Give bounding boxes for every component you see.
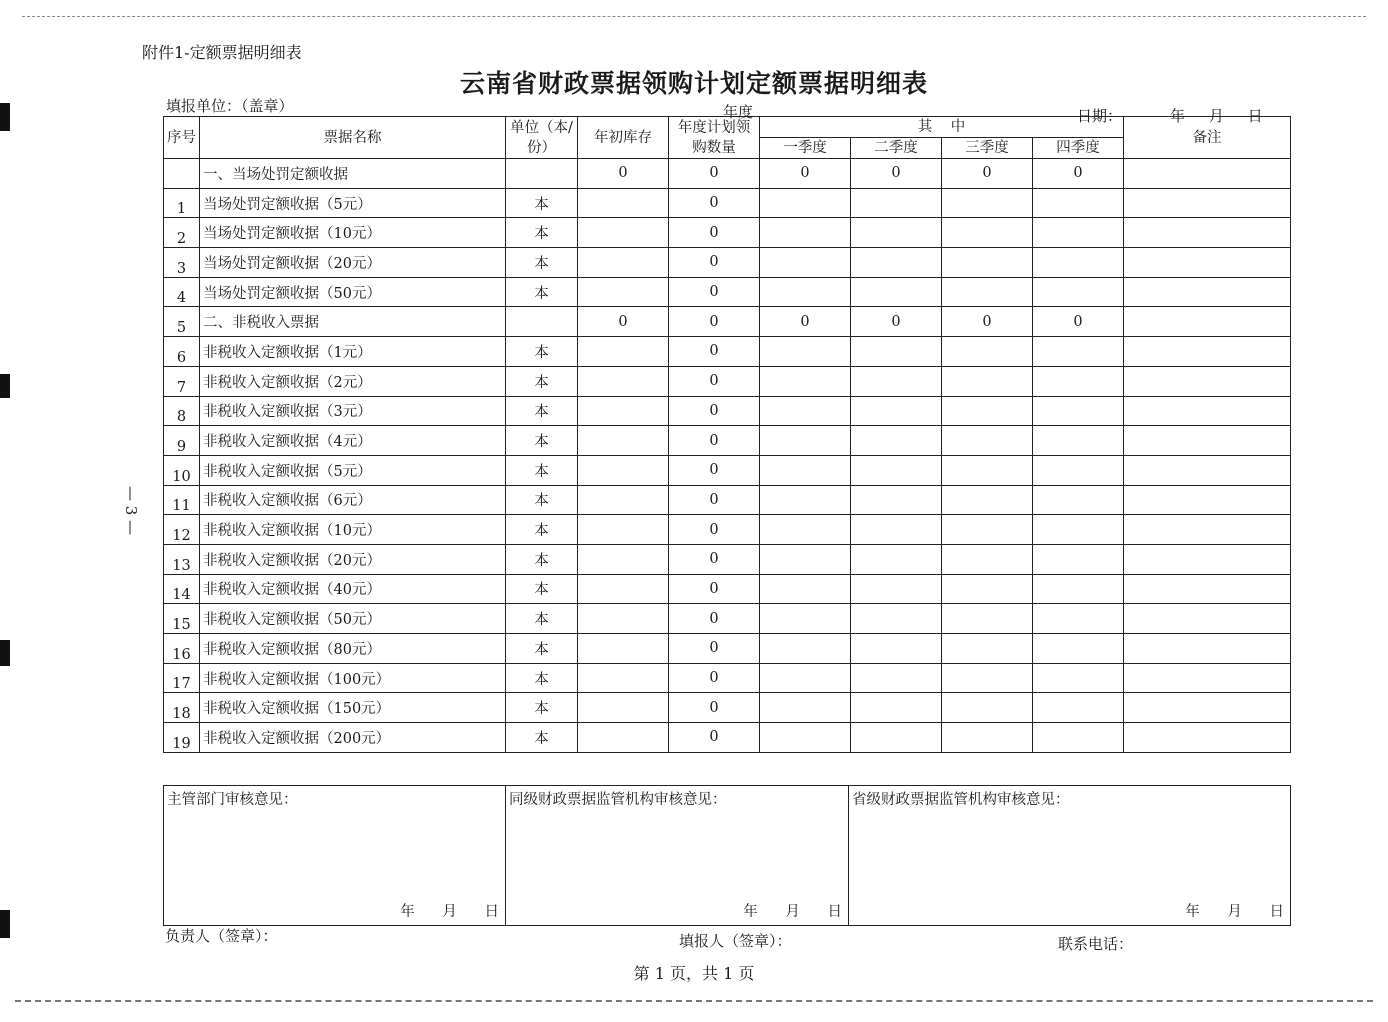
col-opening-stock: 年初库存 [578, 117, 669, 159]
cell-q3 [942, 723, 1033, 753]
table-row [164, 544, 1291, 574]
cell-q2 [851, 366, 942, 396]
cell-name: 非税收入定额收据（50元） [200, 604, 506, 634]
table-row [164, 366, 1291, 396]
cell-q3 [942, 634, 1033, 664]
cell-plan: 0 [669, 574, 760, 604]
col-annual-plan: 年度计划领购数量 [669, 117, 760, 159]
cell-q1 [760, 604, 851, 634]
cell-name: 非税收入定额收据（40元） [200, 574, 506, 604]
cell-q1 [760, 723, 851, 753]
cell-opening [578, 455, 669, 485]
cell-seq: 11 [164, 485, 200, 515]
cell-q3 [942, 574, 1033, 604]
cell-q1: 0 [760, 307, 851, 337]
cell-remark [1124, 218, 1291, 248]
cell-unit: 本 [506, 396, 578, 426]
cell-unit [506, 159, 578, 189]
cell-q2 [851, 337, 942, 367]
cell-q2 [851, 634, 942, 664]
cell-seq: 8 [164, 396, 200, 426]
cell-seq: 5 [164, 307, 200, 337]
cell-name: 非税收入定额收据（10元） [200, 515, 506, 545]
cell-name: 非税收入定额收据（6元） [200, 485, 506, 515]
cell-q4 [1033, 574, 1124, 604]
date-label: 日期： [1077, 107, 1123, 125]
cell-seq: 3 [164, 248, 200, 278]
cell-unit: 本 [506, 426, 578, 456]
page-number: 第 1 页，共 1 页 [633, 964, 755, 983]
cell-unit: 本 [506, 277, 578, 307]
cell-q1: 0 [760, 159, 851, 189]
cell-q2 [851, 723, 942, 753]
cell-q4 [1033, 396, 1124, 426]
cell-remark [1124, 634, 1291, 664]
cell-seq: 19 [164, 723, 200, 753]
cell-q3 [942, 515, 1033, 545]
binding-mark [0, 910, 10, 938]
col-q1: 一季度 [760, 138, 851, 159]
table-row [164, 337, 1291, 367]
cell-remark [1124, 159, 1291, 189]
table-row [164, 693, 1291, 723]
cell-q3 [942, 218, 1033, 248]
cell-plan: 0 [669, 663, 760, 693]
cell-unit: 本 [506, 574, 578, 604]
col-q2: 二季度 [851, 138, 942, 159]
cell-q3 [942, 455, 1033, 485]
cell-q2 [851, 396, 942, 426]
cell-seq: 6 [164, 337, 200, 367]
cell-q2 [851, 248, 942, 278]
cell-opening [578, 693, 669, 723]
cell-q4 [1033, 693, 1124, 723]
cell-remark [1124, 723, 1291, 753]
binding-mark [0, 103, 10, 131]
col-q4: 四季度 [1033, 138, 1124, 159]
cell-unit: 本 [506, 366, 578, 396]
responsible-signature: 负责人（签章）： [165, 927, 278, 945]
cell-q2 [851, 218, 942, 248]
cell-name: 非税收入定额收据（4元） [200, 426, 506, 456]
cell-plan: 0 [669, 307, 760, 337]
cell-unit: 本 [506, 248, 578, 278]
cell-plan: 0 [669, 723, 760, 753]
cell-remark [1124, 515, 1291, 545]
cell-q4 [1033, 455, 1124, 485]
cell-plan: 0 [669, 248, 760, 278]
cell-q1 [760, 337, 851, 367]
cell-name: 当场处罚定额收据（20元） [200, 248, 506, 278]
cell-q1 [760, 455, 851, 485]
table-row [164, 248, 1291, 278]
cell-q3 [942, 366, 1033, 396]
cell-q3 [942, 485, 1033, 515]
cell-opening [578, 663, 669, 693]
cell-remark [1124, 426, 1291, 456]
cell-q4: 0 [1033, 159, 1124, 189]
cell-plan: 0 [669, 426, 760, 456]
cell-plan: 0 [669, 604, 760, 634]
table-row [164, 218, 1291, 248]
cell-name: 非税收入定额收据（80元） [200, 634, 506, 664]
cell-seq: 2 [164, 218, 200, 248]
dept-approval-box[interactable] [164, 786, 506, 926]
cell-q4 [1033, 188, 1124, 218]
dept-approval-label: 主管部门审核意见： [167, 792, 298, 808]
cell-q2 [851, 277, 942, 307]
col-unit: 单位（本/份） [506, 117, 578, 159]
cell-unit [506, 307, 578, 337]
table-row [164, 485, 1291, 515]
cell-q1 [760, 366, 851, 396]
cell-seq: 1 [164, 188, 200, 218]
binding-mark [0, 374, 10, 398]
table-row [164, 455, 1291, 485]
cell-q4 [1033, 663, 1124, 693]
cell-q4 [1033, 277, 1124, 307]
cell-q1 [760, 218, 851, 248]
cell-remark [1124, 604, 1291, 634]
table-row [164, 663, 1291, 693]
cell-opening [578, 426, 669, 456]
cell-name: 非税收入定额收据（20元） [200, 544, 506, 574]
table-row [164, 307, 1291, 337]
cell-plan: 0 [669, 693, 760, 723]
year-label: 年度 [723, 103, 754, 121]
cell-opening: 0 [578, 307, 669, 337]
cell-seq: 17 [164, 663, 200, 693]
cell-opening [578, 248, 669, 278]
cell-unit: 本 [506, 218, 578, 248]
cell-q1 [760, 574, 851, 604]
cell-opening [578, 337, 669, 367]
provincial-approval-label: 省级财政票据监管机构审核意见： [852, 792, 1070, 808]
cell-unit: 本 [506, 337, 578, 367]
cell-name: 非税收入定额收据（3元） [200, 396, 506, 426]
cell-plan: 0 [669, 337, 760, 367]
cell-plan: 0 [669, 159, 760, 189]
table-row [164, 634, 1291, 664]
receipt-detail-table [163, 116, 1291, 753]
cell-opening: 0 [578, 159, 669, 189]
cell-seq: 13 [164, 544, 200, 574]
cell-q2 [851, 574, 942, 604]
col-name: 票据名称 [200, 117, 506, 159]
cell-opening [578, 604, 669, 634]
cell-plan: 0 [669, 485, 760, 515]
cell-opening [578, 396, 669, 426]
cell-q4: 0 [1033, 307, 1124, 337]
contact-phone: 联系电话： [1058, 935, 1134, 953]
cell-name: 一、当场处罚定额收据 [200, 159, 506, 189]
cell-q4 [1033, 485, 1124, 515]
cell-remark [1124, 455, 1291, 485]
cell-q3 [942, 426, 1033, 456]
cell-q2 [851, 544, 942, 574]
cell-seq: 4 [164, 277, 200, 307]
cell-remark [1124, 396, 1291, 426]
same-level-approval-date: 年 月 日 [743, 904, 842, 920]
dept-approval-date: 年 月 日 [400, 904, 499, 920]
cell-q4 [1033, 248, 1124, 278]
side-page-number: — 3 — [122, 486, 140, 536]
cell-opening [578, 188, 669, 218]
cell-plan: 0 [669, 188, 760, 218]
cell-seq: 15 [164, 604, 200, 634]
cell-q4 [1033, 515, 1124, 545]
cell-q1 [760, 426, 851, 456]
table-row [164, 574, 1291, 604]
filler-unit-label: 填报单位：（盖章） [166, 97, 294, 115]
cell-q3 [942, 663, 1033, 693]
cell-plan: 0 [669, 455, 760, 485]
cell-unit: 本 [506, 485, 578, 515]
cell-q1 [760, 634, 851, 664]
cell-remark [1124, 693, 1291, 723]
cell-unit: 本 [506, 515, 578, 545]
cell-opening [578, 277, 669, 307]
cell-q1 [760, 515, 851, 545]
cell-remark [1124, 574, 1291, 604]
cell-unit: 本 [506, 604, 578, 634]
date-fields: 年 月 日 [1170, 107, 1263, 125]
cell-opening [578, 634, 669, 664]
cell-seq: 9 [164, 426, 200, 456]
cell-remark [1124, 337, 1291, 367]
cell-q2 [851, 485, 942, 515]
cell-q2 [851, 693, 942, 723]
cell-seq: 10 [164, 455, 200, 485]
cell-remark [1124, 277, 1291, 307]
cell-remark [1124, 188, 1291, 218]
cell-q2 [851, 188, 942, 218]
table-row [164, 188, 1291, 218]
cell-remark [1124, 307, 1291, 337]
cell-q3 [942, 544, 1033, 574]
cell-q3 [942, 277, 1033, 307]
cell-remark [1124, 544, 1291, 574]
binding-mark [0, 640, 10, 666]
cell-remark [1124, 366, 1291, 396]
cell-remark [1124, 663, 1291, 693]
cell-plan: 0 [669, 218, 760, 248]
cell-unit: 本 [506, 723, 578, 753]
cell-q3 [942, 693, 1033, 723]
cell-opening [578, 544, 669, 574]
scan-bottom-edge [15, 1000, 1373, 1002]
cell-seq: 16 [164, 634, 200, 664]
col-q3: 三季度 [942, 138, 1033, 159]
cell-opening [578, 723, 669, 753]
provincial-approval-date: 年 月 日 [1185, 904, 1284, 920]
cell-q1 [760, 693, 851, 723]
cell-q2 [851, 663, 942, 693]
cell-q2 [851, 604, 942, 634]
cell-plan: 0 [669, 634, 760, 664]
cell-q2: 0 [851, 307, 942, 337]
approval-section [163, 785, 1291, 926]
cell-q1 [760, 544, 851, 574]
cell-plan: 0 [669, 515, 760, 545]
table-row [164, 159, 1291, 189]
cell-name: 当场处罚定额收据（10元） [200, 218, 506, 248]
cell-q4 [1033, 544, 1124, 574]
cell-unit: 本 [506, 188, 578, 218]
cell-plan: 0 [669, 366, 760, 396]
cell-name: 二、非税收入票据 [200, 307, 506, 337]
provincial-approval-box[interactable] [849, 786, 1291, 926]
cell-q3: 0 [942, 307, 1033, 337]
cell-opening [578, 515, 669, 545]
cell-unit: 本 [506, 455, 578, 485]
same-level-approval-label: 同级财政票据监管机构审核意见： [509, 792, 727, 808]
cell-q4 [1033, 634, 1124, 664]
cell-q1 [760, 396, 851, 426]
page-title: 云南省财政票据领购计划定额票据明细表 [459, 69, 928, 98]
table-row [164, 723, 1291, 753]
cell-plan: 0 [669, 396, 760, 426]
cell-seq: 18 [164, 693, 200, 723]
same-level-approval-box[interactable] [506, 786, 849, 926]
cell-q4 [1033, 604, 1124, 634]
cell-remark [1124, 248, 1291, 278]
cell-q1 [760, 277, 851, 307]
cell-remark [1124, 485, 1291, 515]
cell-plan: 0 [669, 277, 760, 307]
cell-q3 [942, 604, 1033, 634]
cell-q2 [851, 515, 942, 545]
cell-name: 非税收入定额收据（5元） [200, 455, 506, 485]
col-of-which: 其 中 [760, 117, 1124, 138]
table-row [164, 277, 1291, 307]
cell-q3 [942, 248, 1033, 278]
cell-q4 [1033, 426, 1124, 456]
filler-signature: 填报人（签章）： [679, 932, 792, 950]
cell-q4 [1033, 337, 1124, 367]
cell-q1 [760, 485, 851, 515]
cell-name: 当场处罚定额收据（50元） [200, 277, 506, 307]
cell-name: 非税收入定额收据（150元） [200, 693, 506, 723]
cell-q3 [942, 188, 1033, 218]
cell-unit: 本 [506, 544, 578, 574]
attachment-label: 附件1-定额票据明细表 [142, 43, 302, 62]
cell-name: 非税收入定额收据（2元） [200, 366, 506, 396]
cell-opening [578, 574, 669, 604]
cell-q4 [1033, 218, 1124, 248]
cell-seq: 7 [164, 366, 200, 396]
cell-unit: 本 [506, 634, 578, 664]
col-seq: 序号 [164, 117, 200, 159]
cell-q2 [851, 426, 942, 456]
cell-seq: 12 [164, 515, 200, 545]
cell-q3 [942, 396, 1033, 426]
cell-unit: 本 [506, 693, 578, 723]
cell-opening [578, 218, 669, 248]
col-remark: 备注 [1124, 117, 1291, 159]
cell-name: 非税收入定额收据（200元） [200, 723, 506, 753]
cell-seq: 14 [164, 574, 200, 604]
cell-name: 非税收入定额收据（1元） [200, 337, 506, 367]
cell-q2: 0 [851, 159, 942, 189]
cell-q1 [760, 663, 851, 693]
cell-plan: 0 [669, 544, 760, 574]
cell-q4 [1033, 366, 1124, 396]
cell-q3 [942, 337, 1033, 367]
cell-q4 [1033, 723, 1124, 753]
cell-name: 当场处罚定额收据（5元） [200, 188, 506, 218]
cell-q1 [760, 188, 851, 218]
cell-opening [578, 485, 669, 515]
scan-top-edge [22, 16, 1366, 17]
cell-q2 [851, 455, 942, 485]
cell-name: 非税收入定额收据（100元） [200, 663, 506, 693]
cell-q3: 0 [942, 159, 1033, 189]
cell-seq [164, 159, 200, 189]
table-row [164, 396, 1291, 426]
cell-q1 [760, 248, 851, 278]
table-row [164, 426, 1291, 456]
table-row [164, 604, 1291, 634]
table-row [164, 515, 1291, 545]
cell-opening [578, 366, 669, 396]
cell-unit: 本 [506, 663, 578, 693]
